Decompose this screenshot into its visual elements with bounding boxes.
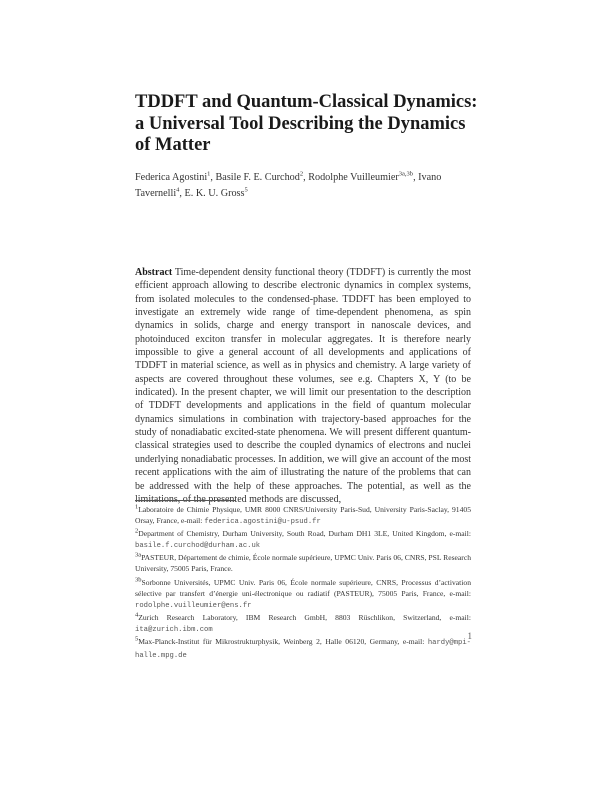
footnote: $^2$Department of Chemistry, Durham University, South Road, Durham DH1 3LE, United Kingdom, e-mail: basile.f.curchod@durham.ac.uk [135, 527, 471, 551]
footnote: $^{3b}$Sorbonne Universités, UPMC Univ. Paris 06, École normale supérieure, CNRS, Processus d’activation sélective par transfert d’énergie uni-électronique ou radiatif (PASTEUR), 75005 Paris, France, e-mail: rodolphe.vuilleumier@ens.fr [135, 576, 471, 610]
abstract-label: Abstract [135, 267, 173, 278]
page-number: 1 [467, 631, 472, 641]
author-list [135, 170, 475, 202]
footnote: $^{3a}$PASTEUR, Département de chimie, École normale supérieure, UPMC Univ. Paris 06, CNRS, PSL Research University, 75005 Paris, France. [135, 551, 471, 574]
email-link[interactable]: rodolphe.vuilleumier@ens.fr [135, 601, 252, 610]
footnote-divider [135, 500, 236, 501]
affiliation-mark: 3a,3b [398, 170, 414, 178]
footnotes [135, 504, 471, 662]
affiliation-mark: 5 [244, 186, 248, 194]
abstract-text: Time-dependent density functional theory (TDDFT) is currently the most efficient approach allowing to describe electronic dynamics in complex systems, from isolated molecules to the condensed-phase. TDDFT has been employed to investigate an extremely wide range of time-dependent phenomena, as spin dynamics in solids, charge and energy transport in nanoscale devices, and photoinduced exciton transfer in molecular aggregates. It is therefore nearly impossible to give a general account of all developments and applications of TDDFT in material science, as well as in physics and chemistry. A large variety of aspects are covered throughout these volumes, see e.g. Chapters X, Y (to be indicated). In the present chapter, we will limit our presentation to the description of TDDFT developments and applications in the field of quantum molecular dynamics simulations in combination with trajectory-based approaches for the study of nonadiabatic excited-state phenomena. We will present different quantum-classical strategies used to describe the coupled dynamics of electrons and nuclei underlying nonadiabatic processes. In addition, we will give an account of the most recent applications with the aim of illustrating the nature of the problems that can be addressed with the help of these approaches. The potential, as well as the limitations, of the presented methods are discussed, [135, 267, 471, 505]
email-link[interactable]: ita@zurich.ibm.com [135, 625, 213, 634]
author: E. K. U. Gross$^5$ [184, 186, 248, 199]
author: Ivano Tavernelli$^4$, [135, 172, 442, 199]
abstract [135, 266, 471, 506]
paper-title: TDDFT and Quantum-Classical Dynamics: a Universal Tool Describing the Dynamics of Matter [135, 92, 478, 155]
author: Basile F. E. Curchod$^2$, [215, 170, 309, 183]
affiliation-mark: 4 [176, 186, 180, 194]
email-link[interactable]: federica.agostini@u-psud.fr [204, 518, 321, 527]
footnote: $^5$Max-Planck-Institut für Mikrostrukturphysik, Weinberg 2, Halle 06120, Germany, e-mail: hardy@mpi-halle.mpg.de [135, 635, 471, 661]
footnote: $^4$Zurich Research Laboratory, IBM Research GmbH, 8803 Rüschlikon, Switzerland, e-mail: ita@zurich.ibm.com [135, 611, 471, 634]
email-link[interactable]: basile.f.curchod@durham.ac.uk [135, 542, 261, 551]
affiliation-mark: 1 [207, 170, 211, 178]
footnote: $^1$Laboratoire de Chimie Physique, UMR 8000 CNRS/University Paris-Sud, University Paris-Saclay, 91405 Orsay, France, e-mail: federica.agostini@u-psud.fr [135, 503, 471, 527]
affiliation-mark: 2 [299, 170, 304, 178]
author: Rodolphe Vuilleumier$^{3a,3b}$, [308, 170, 419, 183]
author: Federica Agostini$^1$, [135, 170, 216, 183]
email-link[interactable]: hardy@mpi-halle.mpg.de [135, 639, 471, 661]
